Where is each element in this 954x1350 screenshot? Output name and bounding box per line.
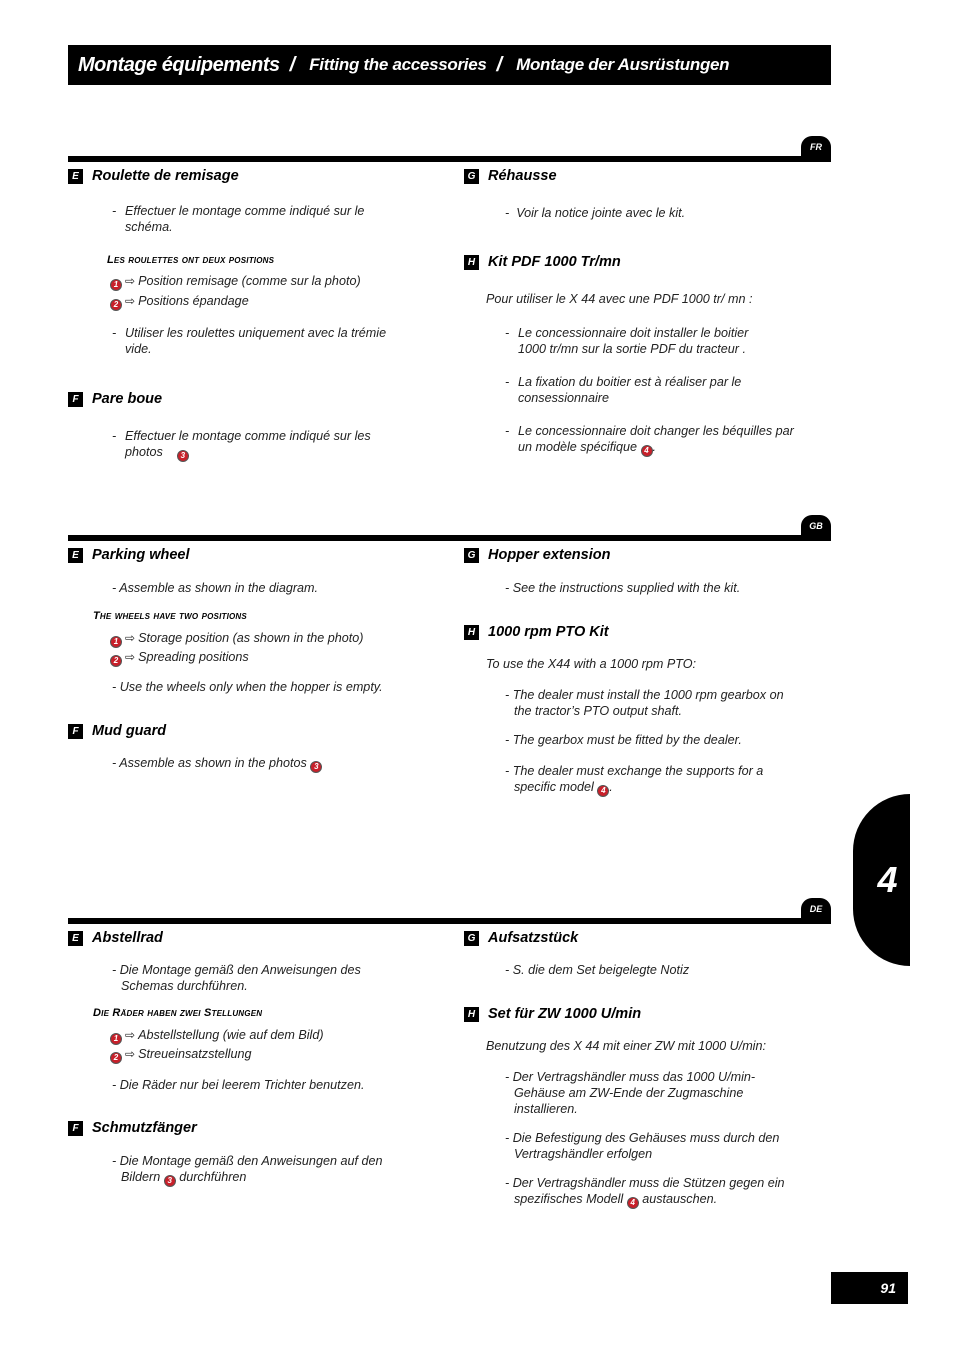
callout-1-icon: 1 bbox=[110, 1033, 122, 1045]
fr-e-text2: - Utiliser les roulettes uniquement avec la trémie vide. bbox=[112, 326, 387, 356]
fr-h-bullet-3: - Le concessionnaire doit changer les béquilles par un modèle spécifique 4 . bbox=[505, 424, 794, 455]
letter-g-badge: G bbox=[464, 548, 479, 563]
heading-set-zw bbox=[464, 1006, 641, 1022]
letter-f-badge: F bbox=[68, 724, 83, 739]
arrow-right-icon: ⇨ bbox=[125, 650, 136, 664]
section-divider-de bbox=[68, 918, 831, 924]
arrow-right-icon: ⇨ bbox=[125, 294, 136, 308]
de-h-bullet-1: - Der Vertragshändler muss das 1000 U/min- Gehäuse am ZW-Ende der Zugmaschine installieren. bbox=[505, 1070, 756, 1116]
letter-h-badge: H bbox=[464, 625, 479, 640]
letter-h-badge: H bbox=[464, 255, 479, 270]
callout-4-icon: 4 bbox=[627, 1197, 639, 1209]
callout-1-icon: 1 bbox=[110, 279, 122, 291]
heading-text: Aufsatzstück bbox=[488, 930, 579, 946]
arrow-right-icon: ⇨ bbox=[125, 1047, 136, 1061]
letter-e-badge: E bbox=[68, 548, 83, 563]
heading-rehausse bbox=[464, 168, 557, 184]
heading-text: Réhausse bbox=[488, 168, 557, 184]
de-h-intro: Benutzung des X 44 mit einer ZW mit 1000 U/min: bbox=[486, 1039, 766, 1053]
title-separator: / bbox=[496, 53, 503, 76]
heading-hopper-extension bbox=[464, 547, 610, 563]
callout-2-icon: 2 bbox=[110, 299, 122, 311]
de-e-text1: - Die Montage gemäß den Anweisungen des Schemas durchführen. bbox=[112, 963, 361, 993]
callout-3-icon: 3 bbox=[164, 1175, 176, 1187]
callout-1-icon: 1 bbox=[110, 636, 122, 648]
de-e-position-1: 1 ⇨ Abstellstellung (wie auf dem Bild) bbox=[110, 1027, 324, 1045]
letter-g-badge: G bbox=[464, 169, 479, 184]
arrow-right-icon: ⇨ bbox=[125, 274, 136, 288]
heading-text: Abstellrad bbox=[92, 930, 163, 946]
lang-tab-de: DE bbox=[801, 898, 831, 920]
heading-abstellrad bbox=[68, 930, 163, 946]
heading-roulette bbox=[68, 168, 239, 184]
page-header bbox=[68, 45, 831, 85]
letter-g-badge: G bbox=[464, 931, 479, 946]
gb-e-text2: - Use the wheels only when the hopper is empty. bbox=[112, 680, 383, 694]
gb-f-text: - Assemble as shown in the photos 3 bbox=[112, 755, 322, 773]
fr-f-text: - Effectuer le montage comme indiqué sur les photos 3 bbox=[112, 429, 371, 460]
de-h-bullet-3: - Der Vertragshändler muss die Stützen gegen ein spezifisches Modell 4 austauschen. bbox=[505, 1176, 785, 1207]
heading-text: Parking wheel bbox=[92, 547, 190, 563]
heading-schmutzfaenger bbox=[68, 1120, 197, 1136]
fr-h-intro: Pour utiliser le X 44 avec une PDF 1000 tr/ mn : bbox=[486, 292, 753, 306]
chapter-tab: 4 bbox=[853, 794, 910, 966]
de-g-text: - S. die dem Set beigelegte Notiz bbox=[505, 963, 690, 977]
letter-f-badge: F bbox=[68, 392, 83, 407]
gb-h-bullet-2: - The gearbox must be fitted by the dealer. bbox=[505, 733, 742, 747]
heading-parking-wheel bbox=[68, 547, 190, 563]
gb-h-bullet-1: - The dealer must install the 1000 rpm gearbox on the tractor’s PTO output shaft. bbox=[505, 688, 784, 718]
title-separator: / bbox=[289, 53, 296, 76]
callout-4-icon: 4 bbox=[597, 785, 609, 797]
page-number: 91 bbox=[831, 1272, 908, 1304]
title-gb: Fitting the accessories bbox=[309, 55, 487, 74]
title-de: Montage der Ausrüstungen bbox=[516, 55, 730, 74]
de-h-bullet-2: - Die Befestigung des Gehäuses muss durch den Vertragshändler erfolgen bbox=[505, 1131, 780, 1161]
de-e-subheading: Die Räder haben zwei Stellungen bbox=[93, 1007, 263, 1019]
fr-e-text1: - Effectuer le montage comme indiqué sur le schéma. bbox=[112, 204, 365, 234]
fr-h-bullet-2: - La fixation du boitier est à réaliser par le consessionnaire bbox=[505, 375, 742, 405]
gb-e-text1: - Assemble as shown in the diagram. bbox=[112, 581, 319, 595]
gb-h-bullet-3: - The dealer must exchange the supports for a specific model 4 . bbox=[505, 764, 764, 795]
callout-2-icon: 2 bbox=[110, 655, 122, 667]
heading-text: Set für ZW 1000 U/min bbox=[488, 1006, 642, 1022]
section-divider-gb bbox=[68, 535, 831, 541]
callout-3-icon: 3 bbox=[177, 450, 189, 462]
fr-g-text: - Voir la notice jointe avec le kit. bbox=[505, 206, 686, 220]
gb-g-text: - See the instructions supplied with the kit. bbox=[505, 581, 741, 595]
letter-e-badge: E bbox=[68, 169, 83, 184]
fr-e-position-2: 2 ⇨ Positions épandage bbox=[110, 293, 249, 311]
gb-e-position-2: 2 ⇨ Spreading positions bbox=[110, 649, 249, 667]
heading-text: Roulette de remisage bbox=[92, 168, 239, 184]
callout-3-icon: 3 bbox=[310, 761, 322, 773]
gb-e-subheading: The wheels have two positions bbox=[93, 610, 247, 622]
de-e-text2: - Die Räder nur bei leerem Trichter benutzen. bbox=[112, 1078, 365, 1092]
heading-text: Kit PDF 1000 Tr/mn bbox=[488, 254, 621, 270]
gb-e-position-1: 1 ⇨ Storage position (as shown in the photo) bbox=[110, 630, 364, 648]
heading-mud-guard bbox=[68, 723, 166, 739]
heading-kit-pdf bbox=[464, 254, 621, 270]
letter-h-badge: H bbox=[464, 1007, 479, 1022]
arrow-right-icon: ⇨ bbox=[125, 631, 136, 645]
title-fr: Montage équipements bbox=[78, 53, 280, 76]
heading-text: Hopper extension bbox=[488, 547, 611, 563]
de-f-text: - Die Montage gemäß den Anweisungen auf den Bildern 3 durchführen bbox=[112, 1154, 383, 1185]
section-divider-fr bbox=[68, 156, 831, 162]
heading-aufsatzstueck bbox=[464, 930, 578, 946]
heading-text: 1000 rpm PTO Kit bbox=[488, 624, 609, 640]
lang-tab-gb: GB bbox=[801, 515, 831, 537]
arrow-right-icon: ⇨ bbox=[125, 1028, 136, 1042]
heading-pto-kit bbox=[464, 624, 609, 640]
lang-tab-fr: FR bbox=[801, 136, 831, 158]
letter-e-badge: E bbox=[68, 931, 83, 946]
callout-4-icon: 4 bbox=[641, 445, 653, 457]
fr-e-position-1: 1 ⇨ Position remisage (comme sur la photo) bbox=[110, 273, 361, 291]
gb-h-intro: To use the X44 with a 1000 rpm PTO: bbox=[486, 657, 697, 671]
de-e-position-2: 2 ⇨ Streueinsatzstellung bbox=[110, 1046, 251, 1064]
fr-e-subheading: Les roulettes ont deux positions bbox=[107, 254, 275, 266]
fr-h-bullet-1: - Le concessionnaire doit installer le boitier 1000 tr/mn sur la sortie PDF du tracteur . bbox=[505, 326, 749, 356]
heading-pare-boue bbox=[68, 391, 162, 407]
heading-text: Schmutzfänger bbox=[92, 1120, 197, 1136]
heading-text: Mud guard bbox=[92, 723, 167, 739]
callout-2-icon: 2 bbox=[110, 1052, 122, 1064]
letter-f-badge: F bbox=[68, 1121, 83, 1136]
heading-text: Pare boue bbox=[92, 391, 163, 407]
